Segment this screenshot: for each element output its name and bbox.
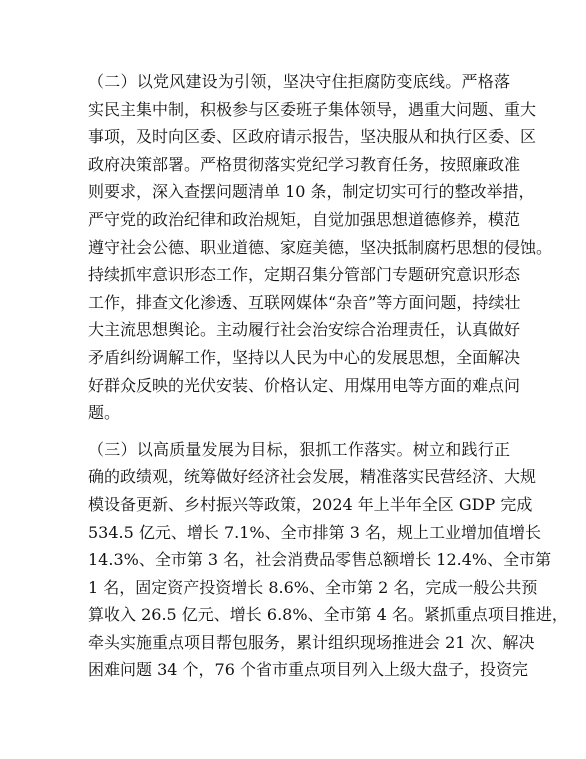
paragraph-high-quality-development: [88, 436, 568, 684]
text-line: 矛盾纠纷调解工作，坚持以人民为中心的发展思想，全面解决: [88, 347, 521, 367]
text-line: 算收入 26.5 亿元、增长 6.8%、全市第 4 名。紧抓重点项目推进，: [88, 605, 568, 625]
paragraph-party-conduct: [88, 68, 553, 427]
text-line: 题。: [88, 403, 121, 423]
paragraph-spacer: [88, 427, 510, 436]
text-line: 1 名，固定资产投资增长 8.6%、全市第 2 名，完成一般公共预: [88, 577, 538, 597]
text-line: 政府决策部署。严格贯彻落实党纪学习教育任务，按照廉政准: [88, 154, 521, 174]
text-line: 14.3%、全市第 3 名，社会消费品零售总额增长 12.4%、全市第: [88, 550, 552, 570]
text-line: 实民主集中制，积极参与区委班子集体领导，遇重大问题、重大: [88, 99, 537, 119]
text-line: 模设备更新、乡村振兴等政策，2024 年上半年全区 GDP 完成: [88, 494, 533, 514]
text-line: （三）以高质量发展为目标，狠抓工作落实。树立和践行正: [88, 439, 510, 459]
text-line: 严守党的政治纪律和政治规矩，自觉加强思想道德修养，模范: [88, 209, 521, 229]
document-body: [88, 68, 568, 684]
text-line: 大主流思想舆论。主动履行社会治安综合治理责任，认真做好: [88, 320, 521, 340]
text-line: 牵头实施重点项目帮包服务，累计组织现场推进会 21 次、解决: [88, 632, 535, 652]
text-line: 事项，及时向区委、区政府请示报告，坚决服从和执行区委、区: [88, 127, 537, 147]
text-line: 确的政绩观，统筹做好经济社会发展，精准落实民营经济、大规: [88, 467, 537, 487]
text-line: 534.5 亿元、增长 7.1%、全市排第 3 名，规上工业增加值增长: [88, 522, 541, 542]
text-line: 持续抓牢意识形态工作，定期召集分管部门专题研究意识形态: [88, 265, 521, 285]
text-line: 好群众反映的光伏安装、价格认定、用煤用电等方面的难点问: [88, 375, 521, 395]
text-line: 工作，排查文化渗透、互联网媒体“杂音”等方面问题，持续壮: [88, 292, 521, 312]
text-line: 遵守社会公德、职业道德、家庭美德，坚决抵制腐朽思想的侵蚀。: [88, 237, 553, 257]
text-line: 则要求，深入查摆问题清单 10 条，制定切实可行的整改举措，: [88, 182, 535, 202]
text-line: （二）以党风建设为引领，坚决守住拒腐防变底线。严格落: [88, 72, 510, 91]
text-line: 困难问题 34 个，76 个省市重点项目列入上级大盘子，投资完: [88, 660, 528, 680]
